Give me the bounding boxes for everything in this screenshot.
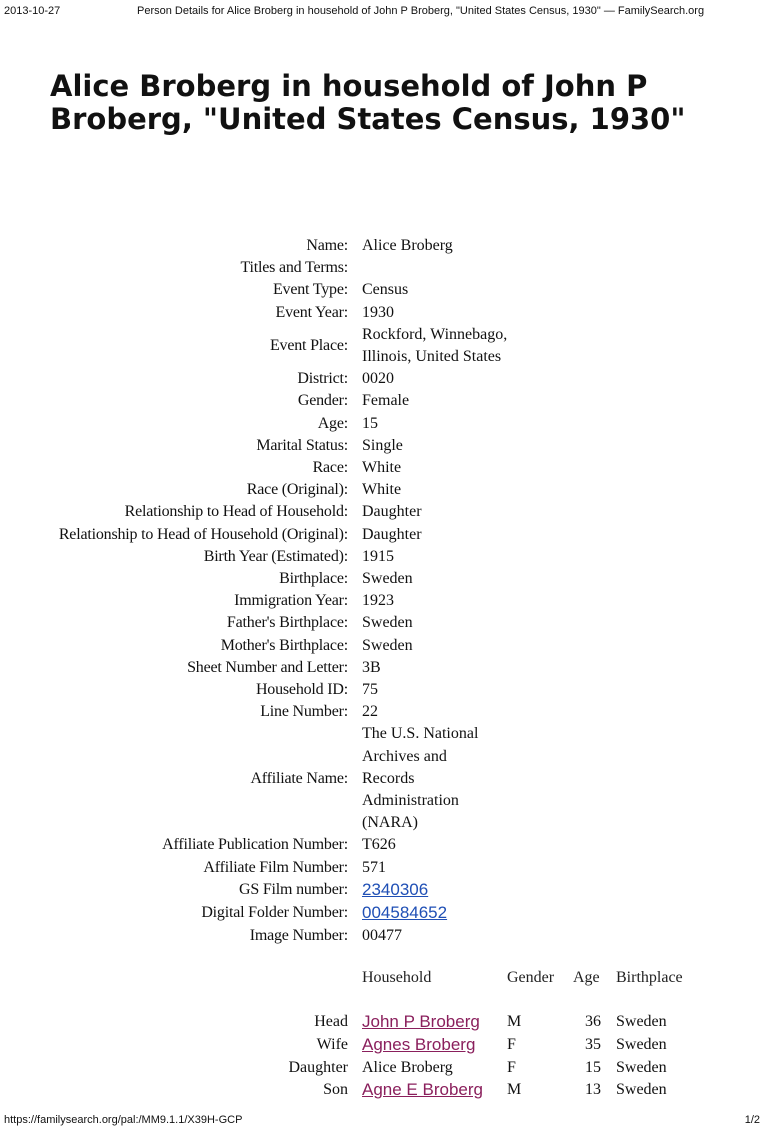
member-name xyxy=(362,1079,507,1102)
print-page-title: Person Details for Alice Broberg in household of John P Broberg, "United States Census, 1930" — FamilySearch.org xyxy=(137,5,705,17)
member-relationship: Daughter xyxy=(288,1059,348,1076)
detail-value: 1930 xyxy=(362,303,394,321)
detail-label: Image Number: xyxy=(249,927,348,945)
relationship-column-header xyxy=(0,967,362,989)
member-relationship: Son xyxy=(323,1081,348,1098)
member-birthplace: Sweden xyxy=(616,1059,667,1076)
detail-row-affiliate-publication-number xyxy=(0,834,768,856)
detail-label: Affiliate Film Number: xyxy=(203,858,348,876)
detail-row-household-id xyxy=(0,679,768,701)
detail-row-immigration-year xyxy=(0,590,768,612)
household-member-row xyxy=(0,1057,768,1079)
detail-value: Sweden xyxy=(362,614,413,632)
member-name-link[interactable]: Agnes Broberg xyxy=(362,1035,476,1054)
detail-label: Event Year: xyxy=(275,303,348,321)
member-age: 13 xyxy=(585,1081,601,1098)
detail-label: Immigration Year: xyxy=(234,592,348,610)
member-relationship: Head xyxy=(314,1013,348,1030)
detail-value: The U.S. National Archives and Records Administration (NARA) xyxy=(362,725,479,832)
detail-row-gender xyxy=(0,390,768,412)
gs-film-number-link[interactable]: 2340306 xyxy=(362,879,429,899)
member-birthplace: Sweden xyxy=(616,1013,667,1030)
print-url: https://familysearch.org/pal:/MM9.1.1/X39H-GCP xyxy=(4,1114,243,1126)
detail-value: Single xyxy=(362,436,403,454)
detail-value: White xyxy=(362,481,402,499)
detail-row-event-place xyxy=(0,324,768,368)
member-gender: M xyxy=(507,1081,522,1098)
detail-label: Mother's Birthplace: xyxy=(220,636,348,654)
member-age: 35 xyxy=(585,1036,601,1053)
detail-row-event-year xyxy=(0,302,768,324)
age-column-header: Age xyxy=(573,969,600,986)
detail-row-birthplace xyxy=(0,568,768,590)
detail-label: Event Type: xyxy=(272,281,348,299)
detail-row-relationship-original xyxy=(0,524,768,546)
detail-row-affiliate-name xyxy=(0,723,768,834)
member-name: Alice Broberg xyxy=(362,1059,453,1076)
detail-value: Alice Broberg xyxy=(362,237,453,254)
detail-row-titles-terms xyxy=(0,257,768,279)
detail-value: Census xyxy=(362,281,409,299)
detail-label: Race (Original): xyxy=(246,481,348,499)
detail-row-gs-film-number xyxy=(0,879,768,902)
print-page-number: 1/2 xyxy=(744,1114,760,1126)
detail-label: Event Place: xyxy=(269,336,348,354)
detail-label: GS Film number: xyxy=(238,880,348,898)
detail-value: 3B xyxy=(362,658,381,676)
detail-label: Household ID: xyxy=(255,681,348,699)
detail-value xyxy=(362,879,522,902)
detail-label: Marital Status: xyxy=(256,436,348,454)
detail-row-image-number xyxy=(0,925,768,947)
member-age: 15 xyxy=(585,1059,601,1076)
member-name-link[interactable]: John P Broberg xyxy=(362,1012,480,1031)
detail-label: Affiliate Publication Number: xyxy=(162,836,348,854)
detail-value: White xyxy=(362,459,402,477)
detail-row-birth-year xyxy=(0,546,768,568)
detail-label: Father's Birthplace: xyxy=(226,614,348,632)
member-gender: F xyxy=(507,1036,516,1053)
detail-row-fathers-birthplace xyxy=(0,612,768,634)
detail-value: T626 xyxy=(362,836,396,854)
detail-row-district xyxy=(0,368,768,390)
detail-row-line-number xyxy=(0,701,768,723)
detail-value: Sweden xyxy=(362,570,413,588)
detail-row-age xyxy=(0,413,768,435)
household-column-header: Household xyxy=(362,969,432,986)
detail-label: Relationship to Head of Household (Original): xyxy=(58,525,348,543)
detail-row-race-original xyxy=(0,479,768,501)
detail-label: Race: xyxy=(312,459,348,477)
detail-value: 00477 xyxy=(362,927,402,945)
detail-value: Female xyxy=(362,392,410,410)
detail-value: 571 xyxy=(362,858,386,876)
member-name xyxy=(362,1034,507,1057)
detail-label: Birthplace: xyxy=(279,570,348,588)
detail-row-race xyxy=(0,457,768,479)
detail-row-digital-folder-number xyxy=(0,902,768,925)
member-name xyxy=(362,1011,507,1034)
print-date: 2013-10-27 xyxy=(4,5,61,17)
detail-label: Name: xyxy=(306,237,348,254)
digital-folder-number-link[interactable]: 004584652 xyxy=(362,903,448,923)
detail-value: 75 xyxy=(362,681,378,699)
detail-label: Affiliate Name: xyxy=(250,769,348,787)
detail-row-sheet-number xyxy=(0,657,768,679)
member-gender: M xyxy=(507,1013,522,1030)
detail-row-event-type xyxy=(0,279,768,301)
member-age: 36 xyxy=(585,1013,601,1030)
detail-value xyxy=(362,257,522,279)
birthplace-column-header: Birthplace xyxy=(616,969,683,986)
detail-label: Gender: xyxy=(297,392,348,410)
detail-value: 0020 xyxy=(362,370,394,388)
detail-value: 15 xyxy=(362,414,378,432)
detail-label: Digital Folder Number: xyxy=(201,904,348,922)
detail-value: Rockford, Winnebago, Illinois, United States xyxy=(362,325,508,366)
detail-value: 22 xyxy=(362,703,378,721)
record-details xyxy=(0,235,768,948)
detail-value: Daughter xyxy=(362,503,422,521)
page-title: Alice Broberg in household of John P Broberg, "United States Census, 1930" xyxy=(50,69,686,136)
detail-label: Line Number: xyxy=(260,703,348,721)
household-member-row xyxy=(0,1034,768,1057)
detail-label: Birth Year (Estimated): xyxy=(203,547,348,565)
detail-row-relationship xyxy=(0,501,768,523)
detail-label: Titles and Terms: xyxy=(240,259,348,277)
detail-label: Relationship to Head of Household: xyxy=(124,503,348,521)
detail-row-affiliate-film-number xyxy=(0,857,768,879)
member-relationship: Wife xyxy=(316,1036,348,1053)
detail-value: 1923 xyxy=(362,592,394,610)
detail-label: Sheet Number and Letter: xyxy=(187,658,348,676)
detail-row-mothers-birthplace xyxy=(0,635,768,657)
detail-value xyxy=(362,902,522,925)
detail-row-name xyxy=(0,235,768,257)
household-member-row xyxy=(0,1079,768,1102)
member-gender: F xyxy=(507,1059,516,1076)
household-table xyxy=(0,967,768,1102)
detail-value: Daughter xyxy=(362,525,422,543)
member-birthplace: Sweden xyxy=(616,1036,667,1053)
gender-column-header: Gender xyxy=(507,969,555,986)
member-birthplace: Sweden xyxy=(616,1081,667,1098)
detail-label: Age: xyxy=(317,414,348,432)
detail-label: District: xyxy=(297,370,348,388)
detail-row-marital-status xyxy=(0,435,768,457)
household-header-row xyxy=(0,967,768,989)
member-name-link[interactable]: Agne E Broberg xyxy=(362,1080,483,1099)
household-member-row xyxy=(0,1011,768,1034)
detail-value: 1915 xyxy=(362,547,394,565)
detail-value: Sweden xyxy=(362,636,413,654)
